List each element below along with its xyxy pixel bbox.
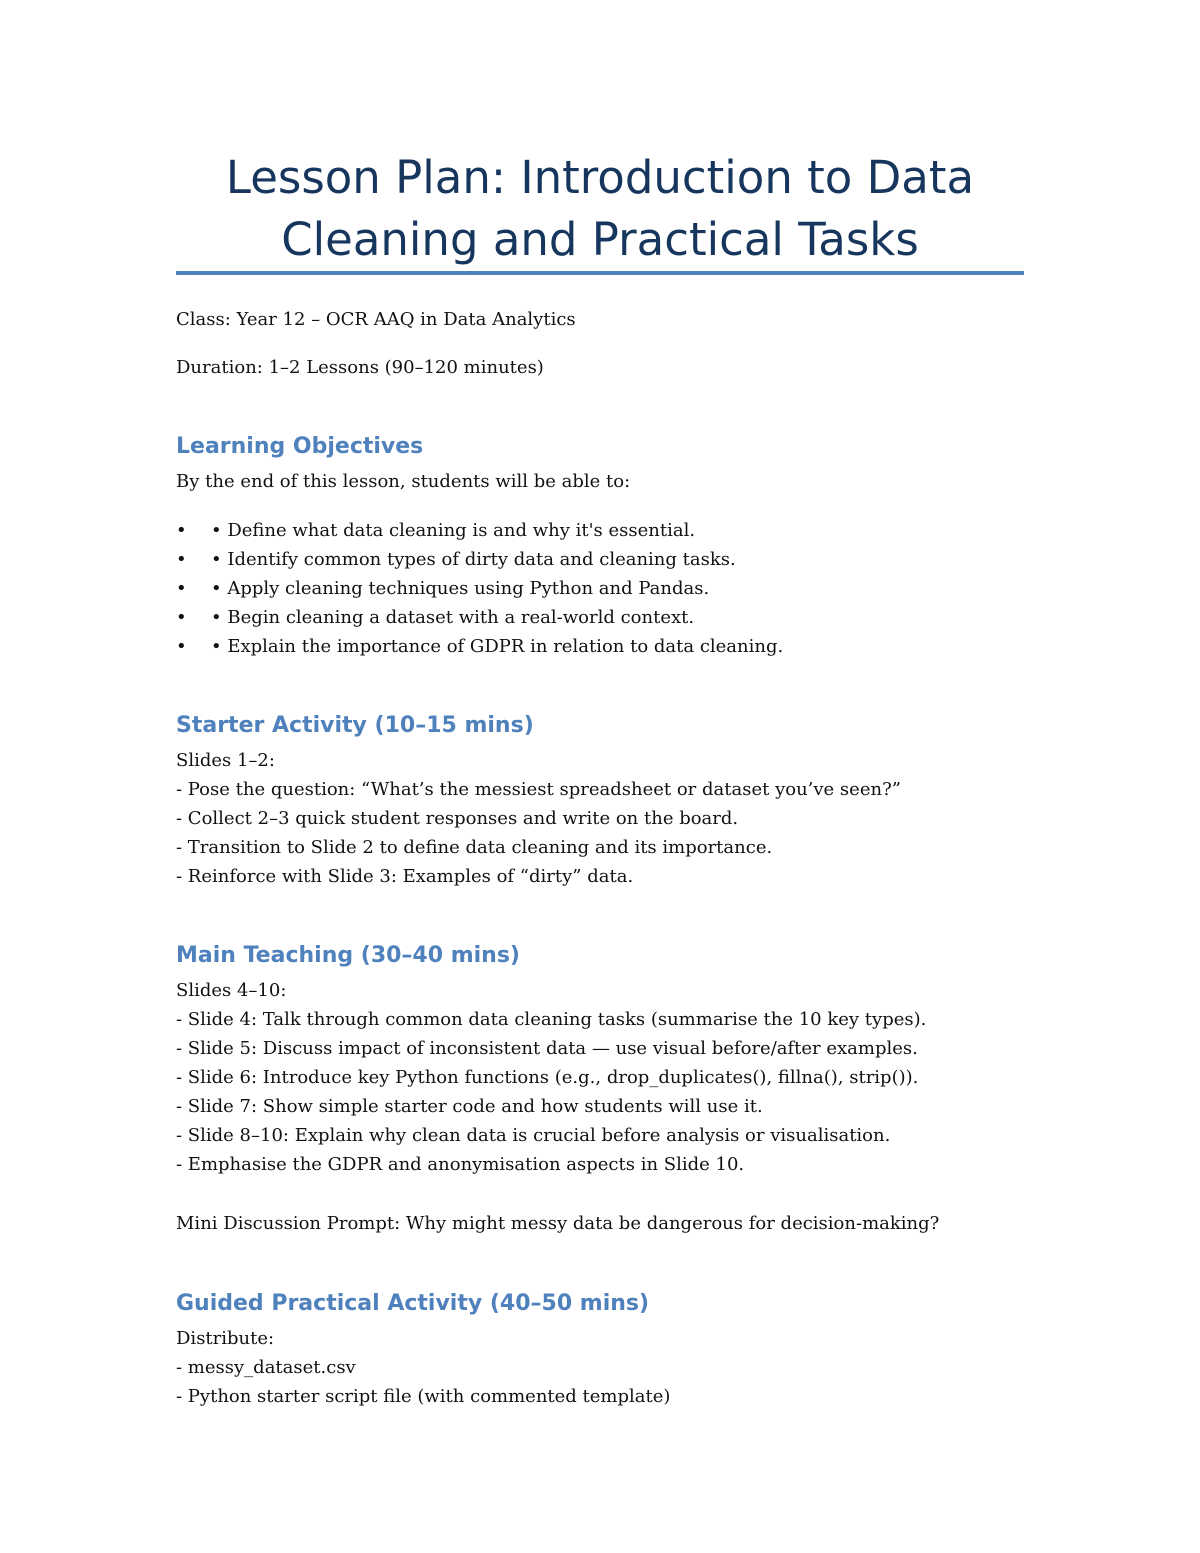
text-line: - Slide 8–10: Explain why clean data is crucial before analysis or visualisation.	[176, 1125, 891, 1146]
bullet-icon: •	[176, 607, 187, 628]
guided-practical-heading: Guided Practical Activity (40–50 mins)	[176, 1291, 650, 1316]
text-line: - Slide 7: Show simple starter code and how students will use it.	[176, 1096, 763, 1117]
text-line: - Python starter script file (with commented template)	[176, 1386, 671, 1407]
class-info: Class: Year 12 – OCR AAQ in Data Analytics	[176, 309, 576, 330]
mini-discussion-prompt: Mini Discussion Prompt: Why might messy data be dangerous for decision-making?	[176, 1213, 940, 1234]
text-line: - Emphasise the GDPR and anonymisation aspects in Slide 10.	[176, 1154, 745, 1175]
text-line: Slides 4–10:	[176, 980, 287, 1001]
list-item: • • Define what data cleaning is and why it's essential.	[176, 516, 783, 545]
bullet-icon: •	[176, 549, 187, 570]
text-line: - Transition to Slide 2 to define data cleaning and its importance.	[176, 837, 773, 858]
starter-activity-heading: Starter Activity (10–15 mins)	[176, 713, 534, 738]
text-line: - Pose the question: “What’s the messiest spreadsheet or dataset you’ve seen?”	[176, 779, 901, 800]
title-line-1: Lesson Plan: Introduction to Data	[225, 151, 975, 204]
objectives-list	[176, 516, 783, 661]
learning-objectives-heading: Learning Objectives	[176, 434, 424, 459]
text-line: - Slide 5: Discuss impact of inconsistent data — use visual before/after examples.	[176, 1038, 918, 1059]
objectives-intro: By the end of this lesson, students will be able to:	[176, 471, 631, 492]
text-line: - Collect 2–3 quick student responses and write on the board.	[176, 808, 739, 829]
text-line: - Slide 4: Talk through common data cleaning tasks (summarise the 10 key types).	[176, 1009, 927, 1030]
duration-info: Duration: 1–2 Lessons (90–120 minutes)	[176, 357, 544, 378]
list-item: • • Explain the importance of GDPR in relation to data cleaning.	[176, 632, 783, 661]
bullet-icon: •	[176, 520, 187, 541]
text-line: - Slide 6: Introduce key Python functions (e.g., drop_duplicates(), fillna(), strip()).	[176, 1067, 919, 1088]
text-line: - Reinforce with Slide 3: Examples of “dirty” data.	[176, 866, 634, 887]
bullet-icon: •	[176, 578, 187, 599]
bullet-icon: •	[176, 636, 187, 657]
main-teaching-heading: Main Teaching (30–40 mins)	[176, 943, 520, 968]
text-line: - messy_dataset.csv	[176, 1357, 356, 1378]
title-underline-divider	[176, 271, 1024, 275]
list-item: • • Identify common types of dirty data and cleaning tasks.	[176, 545, 783, 574]
text-line: Distribute:	[176, 1328, 275, 1349]
starter-activity-body	[176, 746, 901, 891]
document-title	[176, 147, 1024, 271]
guided-practical-body	[176, 1324, 670, 1411]
main-teaching-body	[176, 976, 926, 1179]
list-item: • • Apply cleaning techniques using Python and Pandas.	[176, 574, 783, 603]
text-line: Slides 1–2:	[176, 750, 275, 771]
title-line-2: Cleaning and Practical Tasks	[281, 213, 919, 266]
list-item: • • Begin cleaning a dataset with a real-world context.	[176, 603, 783, 632]
